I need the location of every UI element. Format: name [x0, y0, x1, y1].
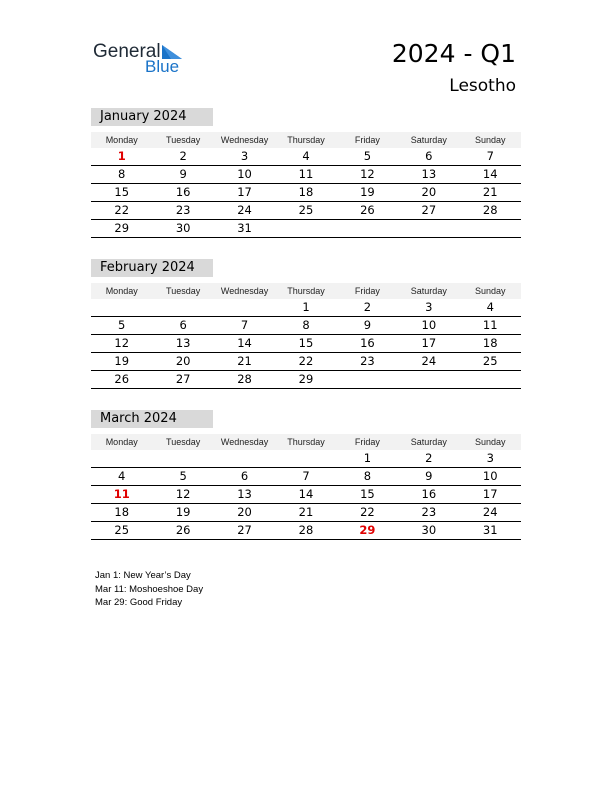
day-cell: 3	[425, 300, 433, 314]
day-cell: 2	[179, 149, 187, 163]
day-cell: 4	[118, 469, 126, 483]
day-cell: 25	[114, 523, 130, 537]
day-cell: 26	[175, 523, 191, 537]
day-cell: 14	[237, 336, 252, 350]
day-cell: 13	[175, 336, 191, 350]
month-calendar-january	[91, 108, 521, 238]
day-cell: 28	[298, 523, 314, 537]
day-cell: 28	[237, 372, 252, 386]
day-cell: 16	[421, 487, 437, 501]
weekday-label: Friday	[354, 437, 380, 447]
day-cell	[91, 299, 152, 316]
week-row	[91, 450, 521, 468]
weekday-label: Thursday	[287, 135, 325, 145]
day-cell: 11	[482, 318, 498, 332]
page-title: 2024 - Q1	[391, 39, 516, 68]
day-cell: 1	[302, 300, 310, 314]
week-row	[91, 220, 521, 238]
day-cell: 26	[114, 372, 130, 386]
day-cell: 6	[425, 149, 433, 163]
holiday-day-cell: 29	[359, 523, 376, 537]
day-cell: 22	[298, 354, 314, 368]
day-cell: 23	[360, 354, 375, 368]
day-cell: 20	[175, 354, 191, 368]
day-cell: 24	[237, 203, 252, 217]
day-cell: 6	[240, 469, 249, 483]
day-cell: 21	[482, 185, 498, 199]
weekday-label: Sunday	[474, 437, 506, 447]
day-cell: 25	[298, 203, 314, 217]
country-name: Lesotho	[449, 76, 516, 96]
day-cell: 12	[175, 487, 191, 501]
weekday-header-row	[91, 434, 521, 450]
day-cell	[275, 220, 336, 237]
day-cell: 29	[114, 221, 130, 235]
day-cell: 23	[175, 203, 191, 217]
day-cell: 4	[302, 149, 310, 163]
day-cell: 2	[425, 451, 433, 465]
day-cell: 9	[425, 469, 433, 483]
week-row	[91, 371, 521, 389]
day-cell: 7	[240, 318, 249, 332]
day-cell: 10	[237, 167, 252, 181]
day-cell: 24	[421, 354, 437, 368]
holiday-day-cell: 11	[113, 487, 130, 501]
day-cell: 11	[298, 167, 314, 181]
day-cell	[275, 450, 336, 467]
day-cell: 14	[482, 167, 498, 181]
day-cell: 7	[302, 469, 310, 483]
day-cell: 27	[175, 372, 191, 386]
day-cell: 3	[486, 451, 494, 465]
weekday-label: Tuesday	[166, 135, 201, 145]
day-cell: 21	[298, 505, 314, 519]
day-cell	[460, 371, 521, 388]
day-cell: 10	[482, 469, 498, 483]
day-cell: 30	[175, 221, 191, 235]
week-row	[91, 353, 521, 371]
day-cell: 10	[421, 318, 437, 332]
day-cell: 15	[298, 336, 314, 350]
week-row	[91, 202, 521, 220]
day-cell: 17	[482, 487, 498, 501]
day-cell: 18	[114, 505, 130, 519]
day-cell	[337, 220, 398, 237]
day-cell: 5	[363, 149, 372, 163]
brand-logo	[93, 41, 193, 79]
day-cell: 24	[482, 505, 498, 519]
month-title: February 2024	[91, 259, 213, 277]
day-cell: 30	[421, 523, 437, 537]
day-cell: 8	[363, 469, 372, 483]
weekday-label: Monday	[105, 286, 138, 296]
day-cell	[214, 299, 275, 316]
weekday-label: Wednesday	[220, 135, 269, 145]
day-cell: 31	[237, 221, 252, 235]
weekday-label: Friday	[354, 286, 380, 296]
day-cell: 17	[237, 185, 252, 199]
holiday-note: Mar 11: Moshoeshoe Day	[95, 583, 204, 595]
weekday-label: Friday	[354, 135, 380, 145]
week-row	[91, 148, 521, 166]
month-grid	[91, 299, 521, 389]
day-cell: 22	[360, 505, 375, 519]
holiday-notes	[95, 569, 203, 610]
day-cell: 2	[363, 300, 372, 314]
day-cell: 12	[360, 167, 375, 181]
month-title: March 2024	[91, 410, 213, 428]
week-row	[91, 299, 521, 317]
weekday-label: Thursday	[287, 437, 325, 447]
weekday-label: Saturday	[410, 135, 447, 145]
weekday-label: Tuesday	[166, 437, 201, 447]
day-cell	[152, 299, 213, 316]
week-row	[91, 166, 521, 184]
day-cell	[460, 220, 521, 237]
week-row	[91, 184, 521, 202]
day-cell: 18	[298, 185, 314, 199]
day-cell	[398, 371, 459, 388]
day-cell: 25	[482, 354, 498, 368]
weekday-header-row	[91, 283, 521, 299]
day-cell: 7	[486, 149, 494, 163]
day-cell: 8	[118, 167, 126, 181]
day-cell: 19	[114, 354, 130, 368]
day-cell: 9	[363, 318, 372, 332]
day-cell: 18	[482, 336, 498, 350]
weekday-label: Tuesday	[166, 286, 201, 296]
day-cell: 14	[298, 487, 314, 501]
week-row	[91, 522, 521, 540]
day-cell: 21	[237, 354, 252, 368]
day-cell: 19	[175, 505, 191, 519]
month-title: January 2024	[91, 108, 213, 126]
day-cell: 27	[237, 523, 252, 537]
day-cell: 8	[302, 318, 310, 332]
weekday-label: Wednesday	[220, 437, 269, 447]
weekday-label: Monday	[105, 135, 138, 145]
day-cell: 4	[486, 300, 494, 314]
day-cell: 22	[114, 203, 130, 217]
week-row	[91, 504, 521, 522]
holiday-day-cell: 1	[117, 149, 126, 163]
day-cell	[152, 450, 213, 467]
day-cell: 13	[421, 167, 437, 181]
day-cell: 20	[237, 505, 252, 519]
day-cell: 3	[240, 149, 249, 163]
day-cell	[214, 450, 275, 467]
holiday-note: Jan 1: New Year’s Day	[95, 570, 191, 581]
day-cell: 9	[179, 167, 187, 181]
day-cell: 16	[175, 185, 191, 199]
weekday-label: Monday	[105, 437, 138, 447]
month-calendar-february	[91, 259, 521, 389]
day-cell: 5	[118, 318, 126, 332]
weekday-label: Saturday	[410, 286, 447, 296]
day-cell	[91, 450, 152, 467]
day-cell: 13	[237, 487, 252, 501]
month-calendar-march	[91, 410, 521, 540]
day-cell	[398, 220, 459, 237]
brand-name-general: General	[93, 41, 161, 62]
month-grid	[91, 148, 521, 238]
day-cell	[337, 371, 398, 388]
week-row	[91, 468, 521, 486]
weekday-label: Saturday	[410, 437, 447, 447]
month-grid	[91, 450, 521, 540]
weekday-label: Thursday	[287, 286, 325, 296]
weekday-label: Sunday	[474, 286, 506, 296]
day-cell: 27	[421, 203, 437, 217]
day-cell: 15	[360, 487, 375, 501]
holiday-note: Mar 29: Good Friday	[95, 597, 183, 608]
day-cell: 16	[360, 336, 375, 350]
day-cell: 15	[114, 185, 130, 199]
weekday-header-row	[91, 132, 521, 148]
day-cell: 6	[179, 318, 187, 332]
weekday-label: Wednesday	[220, 286, 269, 296]
day-cell: 19	[360, 185, 375, 199]
day-cell: 1	[363, 451, 372, 465]
day-cell: 29	[298, 372, 314, 386]
week-row	[91, 335, 521, 353]
week-row	[91, 317, 521, 335]
day-cell: 5	[179, 469, 187, 483]
week-row	[91, 486, 521, 504]
day-cell: 26	[360, 203, 375, 217]
day-cell: 20	[421, 185, 437, 199]
day-cell: 23	[421, 505, 437, 519]
day-cell: 28	[482, 203, 498, 217]
day-cell: 17	[421, 336, 437, 350]
weekday-label: Sunday	[474, 135, 506, 145]
day-cell: 12	[114, 336, 130, 350]
day-cell: 31	[482, 523, 498, 537]
brand-name-blue: Blue	[145, 57, 180, 76]
